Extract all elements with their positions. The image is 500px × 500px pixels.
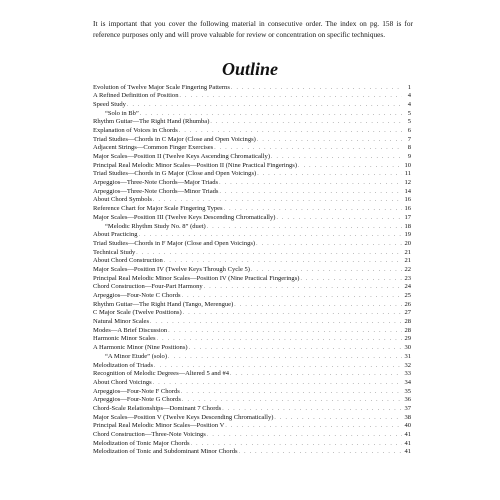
outline-entry xyxy=(93,318,411,327)
entry-title: Principal Real Melodic Minor Scales—Position II (Nine Practical Fingerings) xyxy=(93,161,298,169)
outline-entry xyxy=(93,101,411,110)
outline-entry xyxy=(93,292,411,301)
entry-title: Explanation of Voices in Chords xyxy=(93,126,178,134)
outline-entry xyxy=(93,396,411,405)
entry-title: A Refined Definition of Position xyxy=(93,92,179,100)
entry-page-number: 12 xyxy=(404,179,411,187)
dot-leader xyxy=(271,153,402,162)
dot-leader xyxy=(182,396,402,405)
entry-title: C Major Scale (Twelve Positions) xyxy=(93,309,182,317)
dot-leader xyxy=(154,362,402,371)
entry-page-number: 20 xyxy=(404,239,411,247)
entry-title: Major Scales—Position IV (Twelve Keys Through Cycle 5) xyxy=(93,265,250,273)
entry-page-number: 21 xyxy=(404,257,411,265)
outline-entry xyxy=(93,257,411,266)
entry-title: Harmonic Minor Scales xyxy=(93,335,156,343)
outline-entry xyxy=(93,379,411,388)
entry-title: Melodization of Tonic Major Chords xyxy=(93,439,190,447)
outline-entry xyxy=(93,249,411,258)
entry-title: About Chord Voicings xyxy=(93,378,152,386)
entry-title: Arpeggios—Four-Note C Chords xyxy=(93,292,181,299)
entry-page-number: 14 xyxy=(404,187,411,195)
entry-page-number: 10 xyxy=(404,161,411,169)
entry-page-number: 7 xyxy=(407,135,411,143)
entry-page-number: 6 xyxy=(407,126,411,134)
dot-leader xyxy=(234,301,402,310)
outline-entry xyxy=(93,283,411,292)
entry-title: Natural Minor Scales xyxy=(93,318,149,326)
dot-leader xyxy=(219,188,402,197)
dot-leader xyxy=(222,405,402,414)
dot-leader xyxy=(168,353,402,362)
entry-title: Speed Study xyxy=(93,100,126,108)
entry-title: “Solo in Bb” xyxy=(105,109,139,117)
outline-entry xyxy=(93,353,411,362)
dot-leader xyxy=(153,196,402,205)
dot-leader xyxy=(150,318,402,327)
entry-title: Arpeggios—Four-Note F Chords xyxy=(93,387,180,395)
dot-leader xyxy=(182,292,402,301)
dot-leader xyxy=(256,240,402,249)
dot-leader xyxy=(298,162,402,171)
dot-leader xyxy=(239,448,402,457)
entry-page-number: 23 xyxy=(404,274,411,282)
dot-leader xyxy=(127,101,402,110)
outline-list xyxy=(93,84,411,458)
dot-leader xyxy=(207,223,402,232)
entry-page-number: 25 xyxy=(404,292,411,299)
outline-entry xyxy=(93,422,411,431)
entry-page-number: 21 xyxy=(404,248,411,256)
entry-title: Triad Studies—Chords in G Major (Close and Open Voicings) xyxy=(93,170,257,178)
entry-page-number: 30 xyxy=(404,344,411,352)
entry-title: Melodization of Tonic and Subdominant Minor Chords xyxy=(93,448,238,456)
entry-page-number: 38 xyxy=(404,413,411,421)
outline-entry xyxy=(93,275,411,284)
outline-entry xyxy=(93,118,411,127)
entry-title: Major Scales—Position II (Twelve Keys Ascending Chromatically) xyxy=(93,153,270,160)
entry-title: Chord Construction—Three-Note Voicings xyxy=(93,431,206,438)
entry-title: About Practicing xyxy=(93,231,138,239)
dot-leader xyxy=(257,136,402,145)
dot-leader xyxy=(300,275,402,284)
dot-leader xyxy=(274,414,402,423)
dot-leader xyxy=(157,335,402,344)
entry-page-number: 11 xyxy=(404,170,411,178)
entry-title: Rhythm Guitar—The Right Hand (Rhumba) xyxy=(93,118,210,126)
outline-entry xyxy=(93,414,411,423)
outline-entry xyxy=(93,84,411,93)
entry-page-number: 4 xyxy=(407,100,411,108)
dot-leader xyxy=(225,422,402,431)
entry-title: Melodization of Triads xyxy=(93,361,154,369)
entry-page-number: 17 xyxy=(404,213,411,221)
entry-title: Chord Construction—Four-Part Harmony xyxy=(93,283,203,291)
entry-page-number: 5 xyxy=(407,118,411,126)
entry-title: Modes—A Brief Discussion xyxy=(93,326,168,334)
outline-entry xyxy=(93,231,411,240)
entry-title: Arpeggios—Three-Note Chords—Major Triads xyxy=(93,179,219,187)
outline-entry xyxy=(93,327,411,336)
entry-title: Chord-Scale Relationships—Dominant 7 Chords xyxy=(93,404,222,412)
outline-entry xyxy=(93,240,411,249)
outline-entry xyxy=(93,92,411,101)
dot-leader xyxy=(204,283,402,292)
entry-title: Evolution of Twelve Major Scale Fingering Patterns xyxy=(93,83,230,91)
outline-entry xyxy=(93,136,411,145)
outline-entry xyxy=(93,440,411,449)
entry-title: Triad Studies—Chords in F Major (Close and Open Voicings) xyxy=(93,239,256,247)
dot-leader xyxy=(224,205,402,214)
entry-page-number: 40 xyxy=(404,422,411,430)
page-title: Outline xyxy=(221,59,278,79)
entry-title: Adjacent Strings—Common Finger Exercises xyxy=(93,144,214,152)
outline-entry xyxy=(93,153,411,162)
entry-page-number: 4 xyxy=(407,92,411,100)
outline-entry xyxy=(93,162,411,171)
dot-leader xyxy=(179,92,402,101)
entry-page-number: 28 xyxy=(404,326,411,334)
outline-entry xyxy=(93,448,411,457)
dot-leader xyxy=(140,110,402,119)
outline-entry xyxy=(93,431,411,440)
dot-leader xyxy=(207,431,402,440)
dot-leader xyxy=(219,179,402,188)
dot-leader xyxy=(257,170,402,179)
entry-page-number: 9 xyxy=(407,153,411,160)
dot-leader xyxy=(183,309,402,318)
entry-title: About Chord Construction xyxy=(93,257,163,265)
entry-page-number: 5 xyxy=(407,109,411,117)
entry-page-number: 16 xyxy=(404,196,411,204)
entry-page-number: 19 xyxy=(404,231,411,239)
entry-title: Recognition of Melodic Degrees—Altered 5 and #4 xyxy=(93,370,229,378)
entry-title: Principal Real Melodic Minor Scales—Position IV (Nine Practical Fingerings) xyxy=(93,274,300,282)
dot-leader xyxy=(276,214,402,223)
outline-entry xyxy=(93,362,411,371)
dot-leader xyxy=(231,84,402,93)
entry-page-number: 1 xyxy=(407,83,411,91)
entry-page-number: 18 xyxy=(404,222,411,230)
entry-page-number: 28 xyxy=(404,318,411,326)
entry-title: Arpeggios—Three-Note Chords—Minor Triads xyxy=(93,187,219,195)
outline-entry xyxy=(93,344,411,353)
entry-title: About Chord Symbols xyxy=(93,196,152,204)
entry-page-number: 16 xyxy=(404,205,411,213)
dot-leader xyxy=(214,144,402,153)
outline-entry xyxy=(93,144,411,153)
entry-page-number: 37 xyxy=(404,404,411,412)
entry-title: “Melodic Rhythm Study No. 8” (duet) xyxy=(105,222,206,230)
outline-entry xyxy=(93,214,411,223)
entry-page-number: 33 xyxy=(404,370,411,378)
entry-page-number: 22 xyxy=(404,265,411,273)
dot-leader xyxy=(153,379,402,388)
dot-leader xyxy=(168,327,402,336)
outline-entry xyxy=(93,170,411,179)
entry-title: Arpeggios—Four-Note G Chords xyxy=(93,396,181,404)
outline-entry xyxy=(93,388,411,397)
dot-leader xyxy=(210,118,402,127)
dot-leader xyxy=(230,370,402,379)
outline-entry xyxy=(93,266,411,275)
dot-leader xyxy=(139,231,402,240)
entry-title: Technical Study xyxy=(93,248,136,256)
dot-leader xyxy=(189,344,402,353)
entry-page-number: 35 xyxy=(404,387,411,395)
entry-title: “A Minor Etude” (solo) xyxy=(105,352,168,360)
dot-leader xyxy=(136,249,402,258)
outline-entry xyxy=(93,110,411,119)
dot-leader xyxy=(164,257,402,266)
entry-page-number: 41 xyxy=(404,431,411,438)
entry-title: Rhythm Guitar—The Right Hand (Tango, Merengue) xyxy=(93,300,234,308)
entry-title: A Harmonic Minor (Nine Positions) xyxy=(93,344,188,352)
entry-title: Reference Chart for Major Scale Fingering Types xyxy=(93,205,223,213)
outline-entry xyxy=(93,335,411,344)
entry-title: Triad Studies—Chords in C Major (Close and Open Voicings) xyxy=(93,135,256,143)
outline-entry xyxy=(93,127,411,136)
entry-page-number: 8 xyxy=(407,144,411,152)
entry-page-number: 41 xyxy=(404,439,411,447)
outline-entry xyxy=(93,405,411,414)
dot-leader xyxy=(179,127,402,136)
entry-page-number: 41 xyxy=(404,448,411,456)
outline-entry xyxy=(93,301,411,310)
intro-paragraph: It is important that you cover the following material in consecutive order. The index on pg. 158 is for reference purposes only and will prove valuable for review or concentration on specific techniques. xyxy=(93,19,413,39)
entry-page-number: 27 xyxy=(404,309,411,317)
dot-leader xyxy=(251,266,402,275)
outline-entry xyxy=(93,370,411,379)
entry-page-number: 34 xyxy=(404,378,411,386)
entry-page-number: 32 xyxy=(404,361,411,369)
outline-entry xyxy=(93,205,411,214)
dot-leader xyxy=(191,440,402,449)
entry-title: Major Scales—Position III (Twelve Keys Descending Chromatically) xyxy=(93,213,276,221)
entry-page-number: 29 xyxy=(404,335,411,343)
entry-title: Principal Real Melodic Minor Scales—Position V xyxy=(93,422,225,430)
entry-page-number: 24 xyxy=(404,283,411,291)
entry-page-number: 36 xyxy=(404,396,411,404)
entry-title: Major Scales—Position V (Twelve Keys Descending Chromatically) xyxy=(93,413,274,421)
outline-entry xyxy=(93,309,411,318)
outline-entry xyxy=(93,196,411,205)
outline-entry xyxy=(93,223,411,232)
dot-leader xyxy=(181,388,402,397)
outline-entry xyxy=(93,179,411,188)
entry-page-number: 26 xyxy=(404,300,411,308)
entry-page-number: 31 xyxy=(404,352,411,360)
outline-entry xyxy=(93,188,411,197)
